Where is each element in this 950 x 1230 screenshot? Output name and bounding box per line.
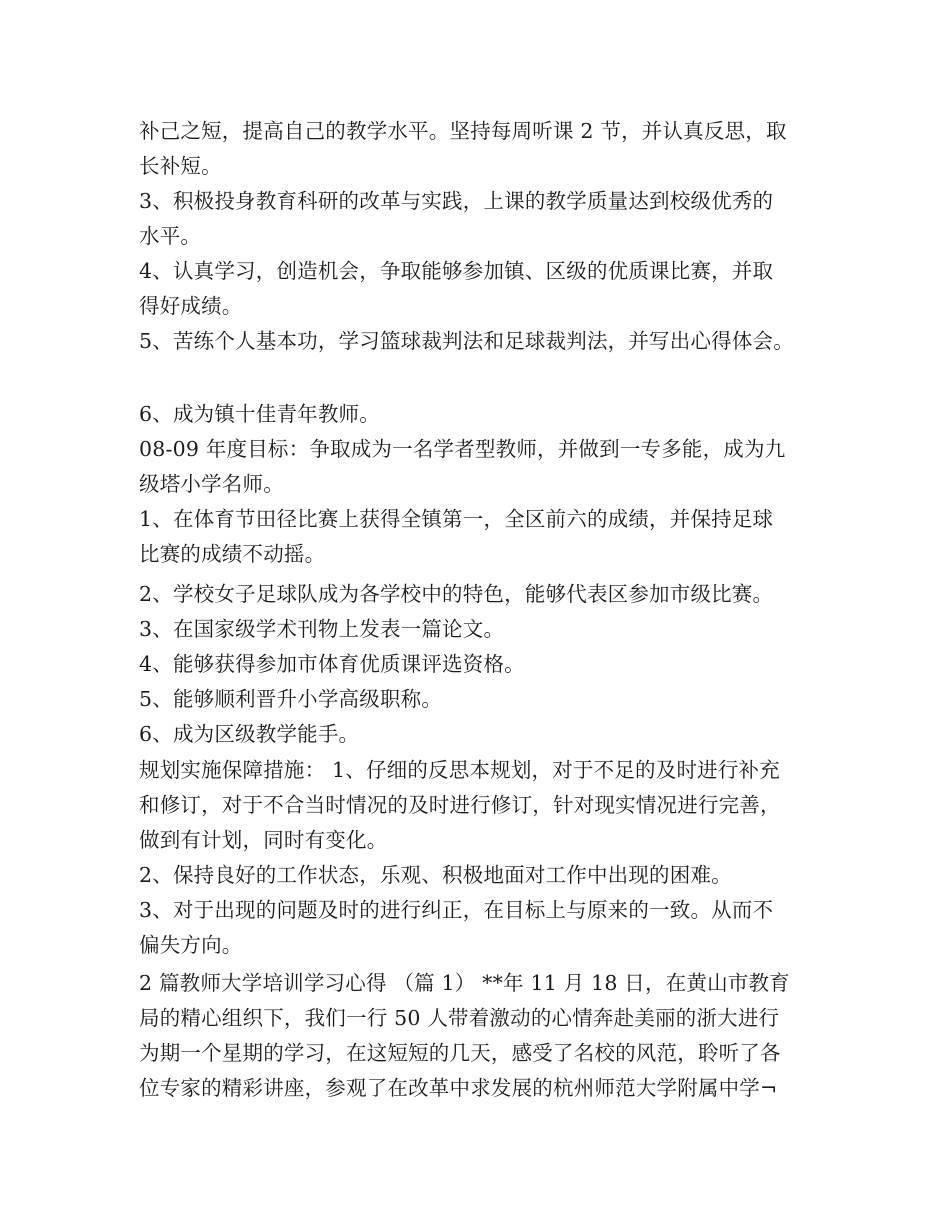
text-line: 和修订，对于不合当时情况的及时进行修订，针对现实情况进行完善， [139,793,781,817]
text-line: 做到有计划，同时有变化。 [139,828,388,852]
text-line: 2、保持良好的工作状态，乐观、积极地面对工作中出现的困难。 [139,863,732,887]
text-line: 比赛的成绩不动摇。 [139,542,326,566]
text-line: 水平。 [139,224,202,248]
text-line: 4、认真学习，创造机会，争取能够参加镇、区级的优质课比赛，并取 [139,259,774,283]
text-line: 4、能够获得参加市体育优质课评选资格。 [139,652,525,676]
text-line: 6、成为镇十佳青年教师。 [139,402,380,426]
text-line: 3、积极投身教育科研的改革与实践，上课的教学质量达到校级优秀的 [139,189,774,213]
text-line: 08-09 年度目标：争取成为一名学者型教师，并做到一专多能，成为九 [139,437,786,461]
text-line: 长补短。 [139,154,222,178]
text-line: 偏失方向。 [139,933,243,957]
text-line: 1、在体育节田径比赛上获得全镇第一，全区前六的成绩，并保持足球 [139,507,774,531]
text-line: 5、苦练个人基本功，学习篮球裁判法和足球裁判法，并写出心得体会。 [139,329,794,353]
text-line: 局的精心组织下，我们一行 50 人带着激动的心情奔赴美丽的浙大进行 [139,1006,780,1030]
text-line: 6、成为区级教学能手。 [139,722,360,746]
text-line: 2 篇教师大学培训学习心得 （篇 1） **年 11 月 18 日，在黄山市教育 [139,971,790,995]
text-line: 位专家的精彩讲座，参观了在改革中求发展的杭州师范大学附属中学¬ [139,1076,778,1100]
text-line: 得好成绩。 [139,294,243,318]
text-line: 2、学校女子足球队成为各学校中的特色，能够代表区参加市级比赛。 [139,582,774,606]
text-line: 为期一个星期的学习，在这短短的几天，感受了名校的风范，聆听了各 [139,1041,781,1065]
text-line: 级塔小学名师。 [139,472,284,496]
text-line: 5、能够顺利晋升小学高级职称。 [139,687,443,711]
text-line: 规划实施保障措施： 1、仔细的反思本规划，对于不足的及时进行补充 [139,758,780,782]
text-line: 3、在国家级学术刊物上发表一篇论文。 [139,617,505,641]
text-line: 补己之短，提高自己的教学水平。坚持每周听课 2 节，并认真反思，取 [139,119,787,143]
text-line: 3、对于出现的问题及时的进行纠正，在目标上与原来的一致。从而不 [139,898,774,922]
